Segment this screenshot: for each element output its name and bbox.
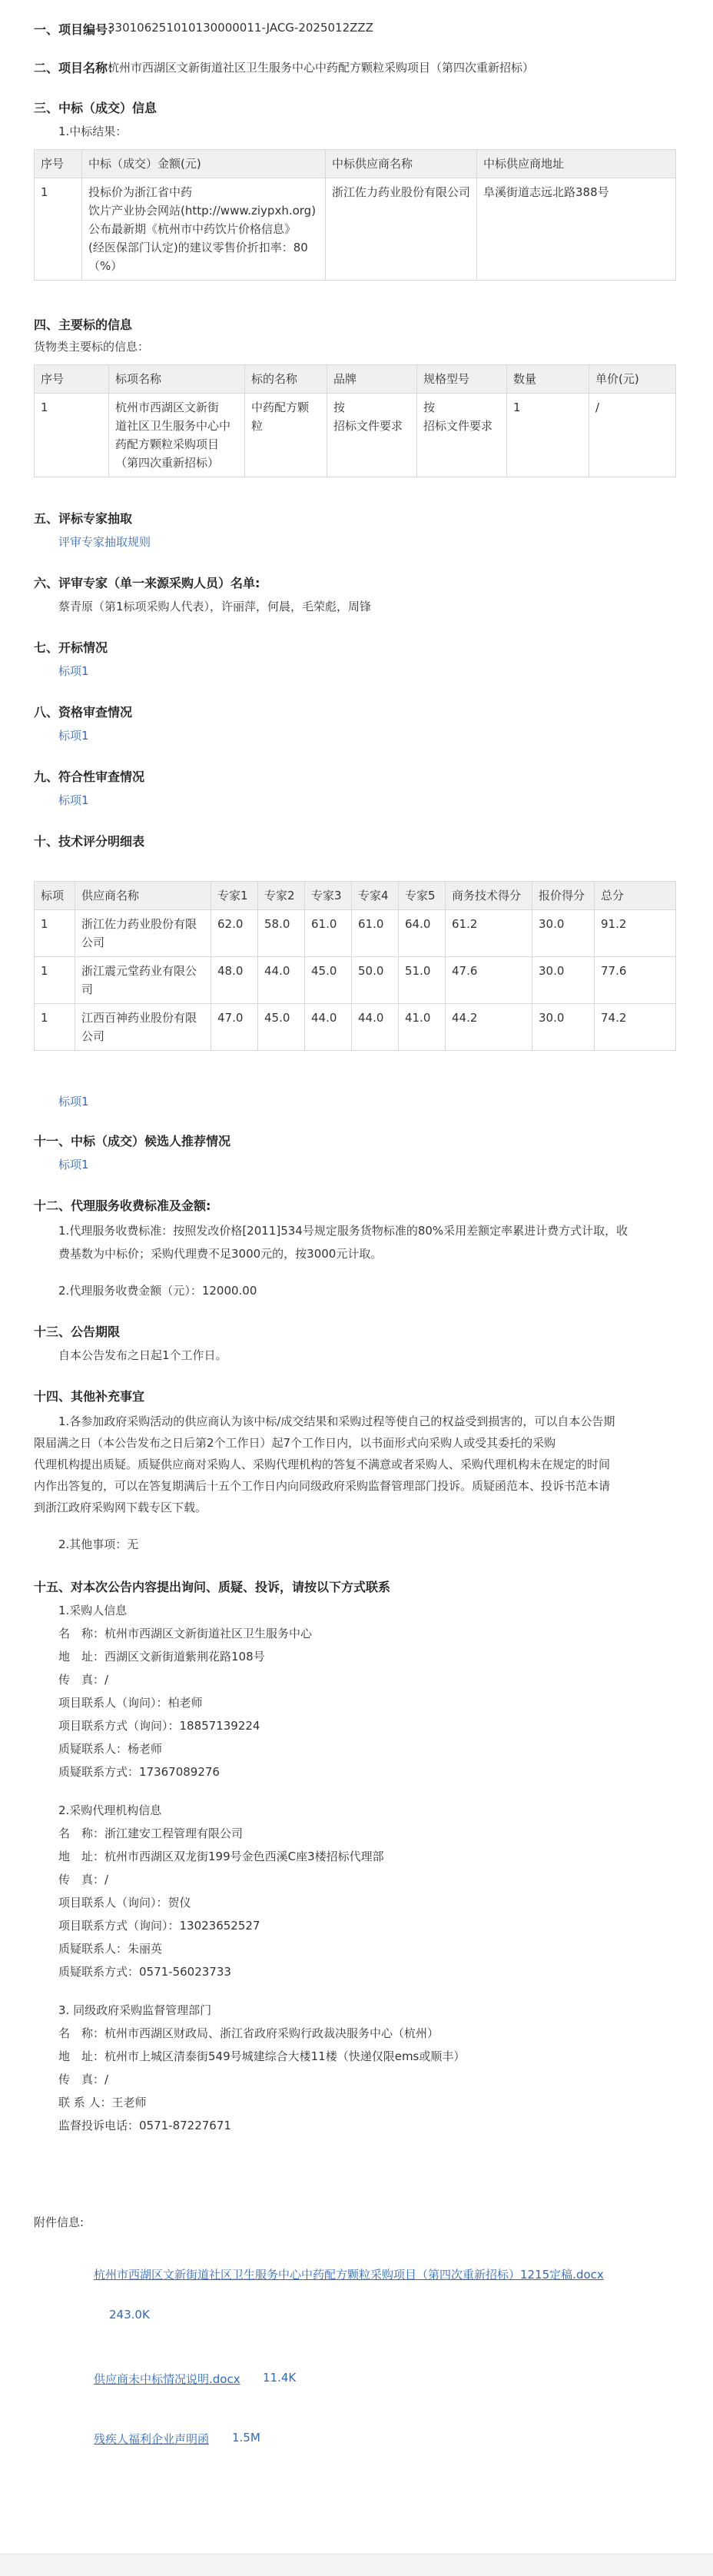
table-cell: 30.0 (532, 910, 595, 957)
table-header-cell: 单价(元) (589, 365, 676, 394)
contact-line: 联 系 人：王老师 (58, 2096, 147, 2109)
contact-line: 传 真：/ (58, 1873, 109, 1886)
regulator-info-heading: 3. 同级政府采购监督管理部门 (58, 2003, 212, 2017)
supplier-address-cell: 阜溪街道志远北路388号 (477, 178, 676, 281)
contact-line: 地 址：西湖区文新街道紫荆花路108号 (58, 1650, 265, 1664)
section-agency-fee-title: 十二、代理服务收费标准及金额: (34, 1198, 211, 1213)
table-header-row (35, 150, 676, 178)
table-cell: 44.2 (446, 1004, 532, 1051)
table-header-cell: 中标（成交）金额(元) (82, 150, 326, 178)
text-line: 公司 (81, 936, 105, 949)
table-cell: 30.0 (532, 1004, 595, 1051)
text-line: 饮片产业协会网站(http://www.ziypxh.org) (88, 204, 317, 218)
table-header-cell: 专家1 (211, 882, 258, 910)
section-experts-title: 六、评审专家（单一来源采购人员）名单: (34, 576, 260, 590)
text-line: 招标文件要求 (333, 419, 403, 433)
award-table (34, 149, 676, 281)
table-cell: 62.0 (211, 910, 258, 957)
table-header-cell: 规格型号 (417, 365, 507, 394)
contact-line: 监督投诉电话：0571-87227671 (58, 2119, 231, 2132)
table-header-cell: 标的名称 (245, 365, 327, 394)
text-line: 药配方颗粒采购项目 (115, 437, 220, 451)
supplier-name-cell (75, 910, 211, 957)
candidates-lot1-link[interactable]: 标项1 (58, 1158, 89, 1172)
expert-draw-rules-link[interactable]: 评审专家抽取规则 (58, 535, 151, 549)
table-cell: 51.0 (399, 957, 446, 1004)
section-bid-opening-title: 七、开标情况 (34, 640, 108, 655)
contact-line: 质疑联系方式：0571-56023733 (58, 1965, 231, 1979)
contact-line: 地 址：杭州市上城区清泰街549号城建综合大楼11楼（快递仅限ems或顺丰） (58, 2049, 466, 2063)
other-matters-text: 2.其他事项：无 (58, 1537, 139, 1551)
brand-cell (327, 394, 417, 477)
attachment-link[interactable]: 杭州市西湖区文新街道社区卫生服务中心中药配方颗粒采购项目（第四次重新招标）1215定稿.docx (94, 2268, 604, 2282)
contact-line: 项目联系方式（询问）：18857139224 (58, 1719, 260, 1733)
table-header-cell: 总分 (595, 882, 676, 910)
table-row (35, 178, 676, 281)
contact-line: 项目联系人（询问）：柏老师 (58, 1696, 203, 1710)
complaint-text-line: 限届满之日（本公告发布之日后第2个工作日）起7个工作日内，以书面形式向采购人或受其委托的采购 (34, 1436, 556, 1450)
section-contact-title: 十五、对本次公告内容提出询问、质疑、投诉，请按以下方式联系 (34, 1580, 391, 1594)
supplier-name-cell: 浙江佐力药业股份有限公司 (326, 178, 477, 281)
text-line: 按 (333, 401, 346, 414)
supplier-name-cell (75, 1004, 211, 1051)
text-line: 江西百神药业股份有限 (81, 1011, 197, 1025)
tech-score-table (34, 881, 676, 1051)
table-header-cell: 品牌 (327, 365, 417, 394)
table-header-cell: 专家2 (258, 882, 305, 910)
table-header-cell: 数量 (507, 365, 589, 394)
contact-line: 名 称：浙江建安工程管理有限公司 (58, 1826, 244, 1840)
project-number-label: 一、项目编号： (34, 22, 121, 37)
table-header-cell: 专家3 (305, 882, 352, 910)
table-cell: 50.0 (352, 957, 399, 1004)
contact-line: 名 称：杭州市西湖区文新街道社区卫生服务中心 (58, 1627, 313, 1640)
section-award-title: 三、中标（成交）信息 (34, 101, 158, 115)
text-line: （第四次重新招标） (115, 456, 220, 470)
text-line: （%） (88, 259, 123, 273)
text-line: 公司 (81, 1029, 105, 1043)
table-cell: 45.0 (258, 1004, 305, 1051)
contact-line: 传 真：/ (58, 1673, 109, 1687)
text-line: (经医保部门认定)的建议零售价折扣率：80 (88, 241, 308, 254)
text-line: 司 (81, 982, 94, 996)
section-expert-draw-title: 五、评标专家抽取 (34, 511, 133, 526)
table-cell: 1 (35, 394, 109, 477)
table-cell: 58.0 (258, 910, 305, 957)
table-header-cell: 专家4 (352, 882, 399, 910)
item-name-cell (109, 394, 245, 477)
table-cell: 64.0 (399, 910, 446, 957)
text-line: 中药配方颗 (251, 401, 310, 414)
table-header-cell: 序号 (35, 150, 82, 178)
contact-line: 项目联系人（询问）：贺仪 (58, 1896, 191, 1910)
table-header-cell: 标项名称 (109, 365, 245, 394)
qualification-lot1-link[interactable]: 标项1 (58, 729, 89, 743)
section-tech-scores-title: 十、技术评分明细表 (34, 834, 145, 849)
table-header-row (35, 882, 676, 910)
table-cell: 1 (35, 910, 75, 957)
table-cell: 77.6 (595, 957, 676, 1004)
contact-line: 质疑联系人：杨老师 (58, 1742, 163, 1756)
table-cell: 47.6 (446, 957, 532, 1004)
fee-amount: 2.代理服务收费金额（元）：12000.00 (58, 1284, 257, 1298)
section-qualification-title: 八、资格审查情况 (34, 705, 133, 720)
table-cell: 47.0 (211, 1004, 258, 1051)
table-cell: 61.0 (305, 910, 352, 957)
purchaser-info-heading: 1.采购人信息 (58, 1604, 128, 1617)
table-header-cell: 标项 (35, 882, 75, 910)
attachments-label: 附件信息: (34, 2215, 85, 2229)
table-cell: 45.0 (305, 957, 352, 1004)
text-line: 浙江震元堂药业有限公 (81, 964, 197, 978)
table-header-cell: 序号 (35, 365, 109, 394)
attachment-link[interactable]: 供应商未中标情况说明.docx (94, 2372, 240, 2386)
award-result-subtitle: 1.中标结果： (58, 125, 128, 138)
complaint-text-line: 内作出答复的，可以在答复期满后十五个工作日内向同级政府采购监督管理部门投诉。质疑函范本、投诉书范本请 (34, 1479, 611, 1493)
attachment-size: 11.4K (263, 2371, 297, 2385)
section-candidates-title: 十一、中标（成交）候选人推荐情况 (34, 1134, 231, 1148)
table-cell: 91.2 (595, 910, 676, 957)
experts-list: 蔡青原（第1标项采购人代表），许丽萍，何晨，毛荣彪，周锋 (58, 600, 372, 613)
table-cell: 1 (35, 178, 82, 281)
table-cell: 44.0 (258, 957, 305, 1004)
text-line: 浙江佐力药业股份有限 (81, 917, 197, 931)
text-line: 招标文件要求 (423, 419, 493, 433)
text-line: 按 (423, 401, 436, 414)
project-name-label: 二、项目名称： (34, 61, 121, 75)
target-name-cell (245, 394, 327, 477)
quantity-cell: 1 (507, 394, 589, 477)
table-row (35, 394, 676, 477)
section-conformity-title: 九、符合性审查情况 (34, 769, 145, 784)
page-bottom-bar (0, 2554, 713, 2576)
text-line: 粒 (251, 419, 264, 433)
table-header-cell: 中标供应商地址 (477, 150, 676, 178)
table-cell: 61.2 (446, 910, 532, 957)
contact-line: 传 真：/ (58, 2072, 109, 2086)
text-line: 公布最新期《杭州市中药饮片价格信息》 (88, 222, 297, 236)
table-cell: 74.2 (595, 1004, 676, 1051)
section-notice-period-title: 十三、公告期限 (34, 1325, 121, 1339)
table-header-cell: 专家5 (399, 882, 446, 910)
contact-line: 项目联系方式（询问）：13023652527 (58, 1919, 260, 1933)
bid-opening-lot1-link[interactable]: 标项1 (58, 664, 89, 678)
attachment-size: 243.0K (109, 2308, 150, 2322)
text-line: 道社区卫生服务中心中 (115, 419, 231, 433)
table-header-cell: 中标供应商名称 (326, 150, 477, 178)
project-number-value: 330106251010130000011-JACG-2025012ZZZ (108, 21, 373, 35)
tech-score-lot1-link[interactable]: 标项1 (58, 1095, 89, 1109)
complaint-text-line: 到浙江政府采购网下载专区下载。 (34, 1501, 207, 1514)
table-cell: 48.0 (211, 957, 258, 1004)
attachment-size: 1.5M (232, 2431, 260, 2445)
table-cell: 41.0 (399, 1004, 446, 1051)
award-amount-cell (82, 178, 326, 281)
table-row (35, 957, 676, 1004)
section-main-items-title: 四、主要标的信息 (34, 317, 133, 332)
goods-subtitle: 货物类主要标的信息： (34, 340, 150, 354)
table-cell: 30.0 (532, 957, 595, 1004)
table-cell: 44.0 (305, 1004, 352, 1051)
table-header-cell: 供应商名称 (75, 882, 211, 910)
text-line: 杭州市西湖区文新街 (115, 401, 220, 414)
section-other-matters-title: 十四、其他补充事宜 (34, 1389, 145, 1404)
conformity-lot1-link[interactable]: 标项1 (58, 793, 89, 807)
agency-info-heading: 2.采购代理机构信息 (58, 1803, 162, 1817)
project-name-value: 杭州市西湖区文新街道社区卫生服务中心中药配方颗粒采购项目（第四次重新招标） (108, 61, 535, 75)
table-cell: 61.0 (352, 910, 399, 957)
complaint-text-line: 1.各参加政府采购活动的供应商认为该中标/成交结果和采购过程等使自己的权益受到损害的，可以自本公告期 (58, 1414, 615, 1428)
table-header-cell: 商务技术得分 (446, 882, 532, 910)
table-header-row (35, 365, 676, 394)
complaint-text-line: 代理机构提出质疑。质疑供应商对采购人、采购代理机构的答复不满意或者采购人、采购代理机构未在规定的时间 (34, 1458, 611, 1471)
table-cell: 1 (35, 1004, 75, 1051)
fee-standard-line-2: 费基数为中标价；采购代理费不足3000元的，按3000元计取。 (58, 1247, 383, 1261)
notice-period-text: 自本公告发布之日起1个工作日。 (58, 1348, 227, 1362)
contact-line: 地 址：杭州市西湖区双龙街199号金色西溪C座3楼招标代理部 (58, 1850, 384, 1863)
fee-standard-line-1: 1.代理服务收费标准：按照发改价格[2011]534号规定服务货物标准的80%采用差额定率累进计费方式计取，收 (58, 1224, 628, 1238)
table-header-cell: 报价得分 (532, 882, 595, 910)
table-row (35, 1004, 676, 1051)
contact-line: 质疑联系方式：17367089276 (58, 1765, 220, 1779)
supplier-name-cell (75, 957, 211, 1004)
contact-line: 质疑联系人：朱丽英 (58, 1942, 163, 1956)
contact-line: 名 称：杭州市西湖区财政局、浙江省政府采购行政裁决服务中心（杭州） (58, 2026, 439, 2040)
table-row (35, 910, 676, 957)
table-cell: 44.0 (352, 1004, 399, 1051)
attachment-link[interactable]: 残疾人福利企业声明函 (94, 2432, 210, 2446)
main-items-table (34, 364, 676, 477)
spec-cell (417, 394, 507, 477)
text-line: 投标价为浙江省中药 (88, 185, 193, 199)
unit-price-cell: / (589, 394, 676, 477)
table-cell: 1 (35, 957, 75, 1004)
